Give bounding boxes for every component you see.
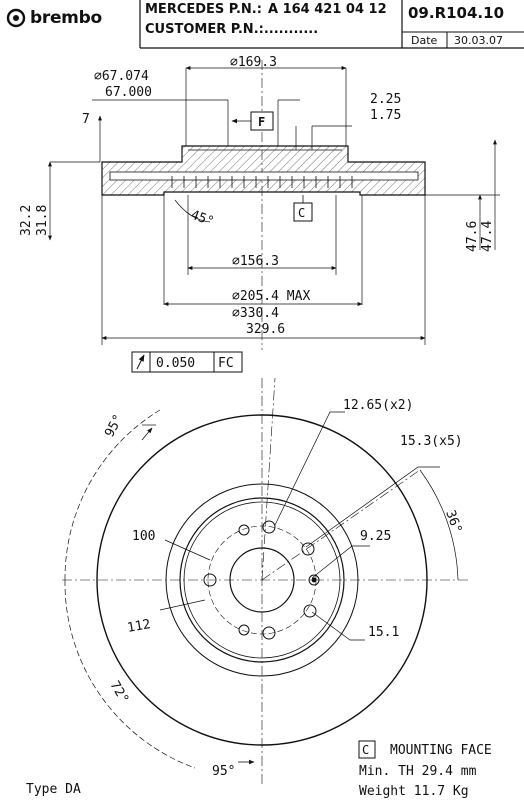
type-label: Type DA <box>26 782 81 797</box>
datum-c-legend: C <box>362 743 370 757</box>
runout-datum: FC <box>218 356 234 371</box>
dim-chamfer: 45° <box>188 207 216 230</box>
angle-95-top-label: 95° <box>102 412 127 440</box>
locator-hole-icon <box>239 525 249 535</box>
pcd-label: 100 <box>132 529 156 544</box>
oem-label: MERCEDES P.N.: <box>145 2 262 17</box>
dim-rotor-max: ∅205.4 MAX <box>232 289 311 304</box>
dim-hat-max: 2.25 <box>370 92 402 107</box>
hole-a-label: 12.65(x2) <box>343 398 414 413</box>
hole-b-label: 15.3(x5) <box>400 434 463 449</box>
dim-inner-friction: ∅156.3 <box>232 254 279 269</box>
dim-outer-min: 329.6 <box>246 322 286 337</box>
mounting-face-label: MOUNTING FACE <box>390 743 492 758</box>
angle-36-label: 36° <box>442 508 465 536</box>
customer-label: CUSTOMER P.N.:........... <box>145 22 319 37</box>
locator-hole-icon <box>239 625 249 635</box>
dim-thickness-min: 47.4 <box>480 220 495 252</box>
part-number: 09.R104.10 <box>408 4 505 22</box>
oem-number: A 164 421 04 12 <box>268 2 387 17</box>
hole-c-label: 9.25 <box>360 529 392 544</box>
dim-outer-max: ∅330.4 <box>232 306 279 321</box>
dim-height-max: 32.2 <box>19 204 34 236</box>
vent-channel <box>110 172 418 180</box>
weight-label: Weight 11.7 Kg <box>359 784 469 799</box>
dim-151-label: 15.1 <box>368 625 400 640</box>
dim-seat: 7 <box>82 112 90 127</box>
dim-thickness-max: 47.6 <box>465 220 480 252</box>
dim-112-label: 112 <box>126 617 152 636</box>
min-thickness-label: Min. TH 29.4 mm <box>359 764 477 779</box>
dim-height-min: 31.8 <box>35 204 50 236</box>
date-label: Date <box>411 34 438 47</box>
dim-pilot-max: ∅67.074 <box>94 69 149 84</box>
dim-hat-min: 1.75 <box>370 108 402 123</box>
datum-c-label: C <box>298 206 306 220</box>
date-value: 30.03.07 <box>454 34 503 47</box>
brand-name: brembo <box>30 8 102 28</box>
angle-95-bottom-label: 95° <box>212 764 236 779</box>
bolt-hole-icon <box>304 605 316 617</box>
runout-value: 0.050 <box>156 356 196 371</box>
angle-72-label: 72° <box>106 678 132 707</box>
dim-hub-diameter: ∅169.3 <box>230 55 277 70</box>
dim-pilot-min: 67.000 <box>105 85 152 100</box>
datum-f-label: F <box>258 115 266 129</box>
disc-section-profile <box>102 146 425 195</box>
